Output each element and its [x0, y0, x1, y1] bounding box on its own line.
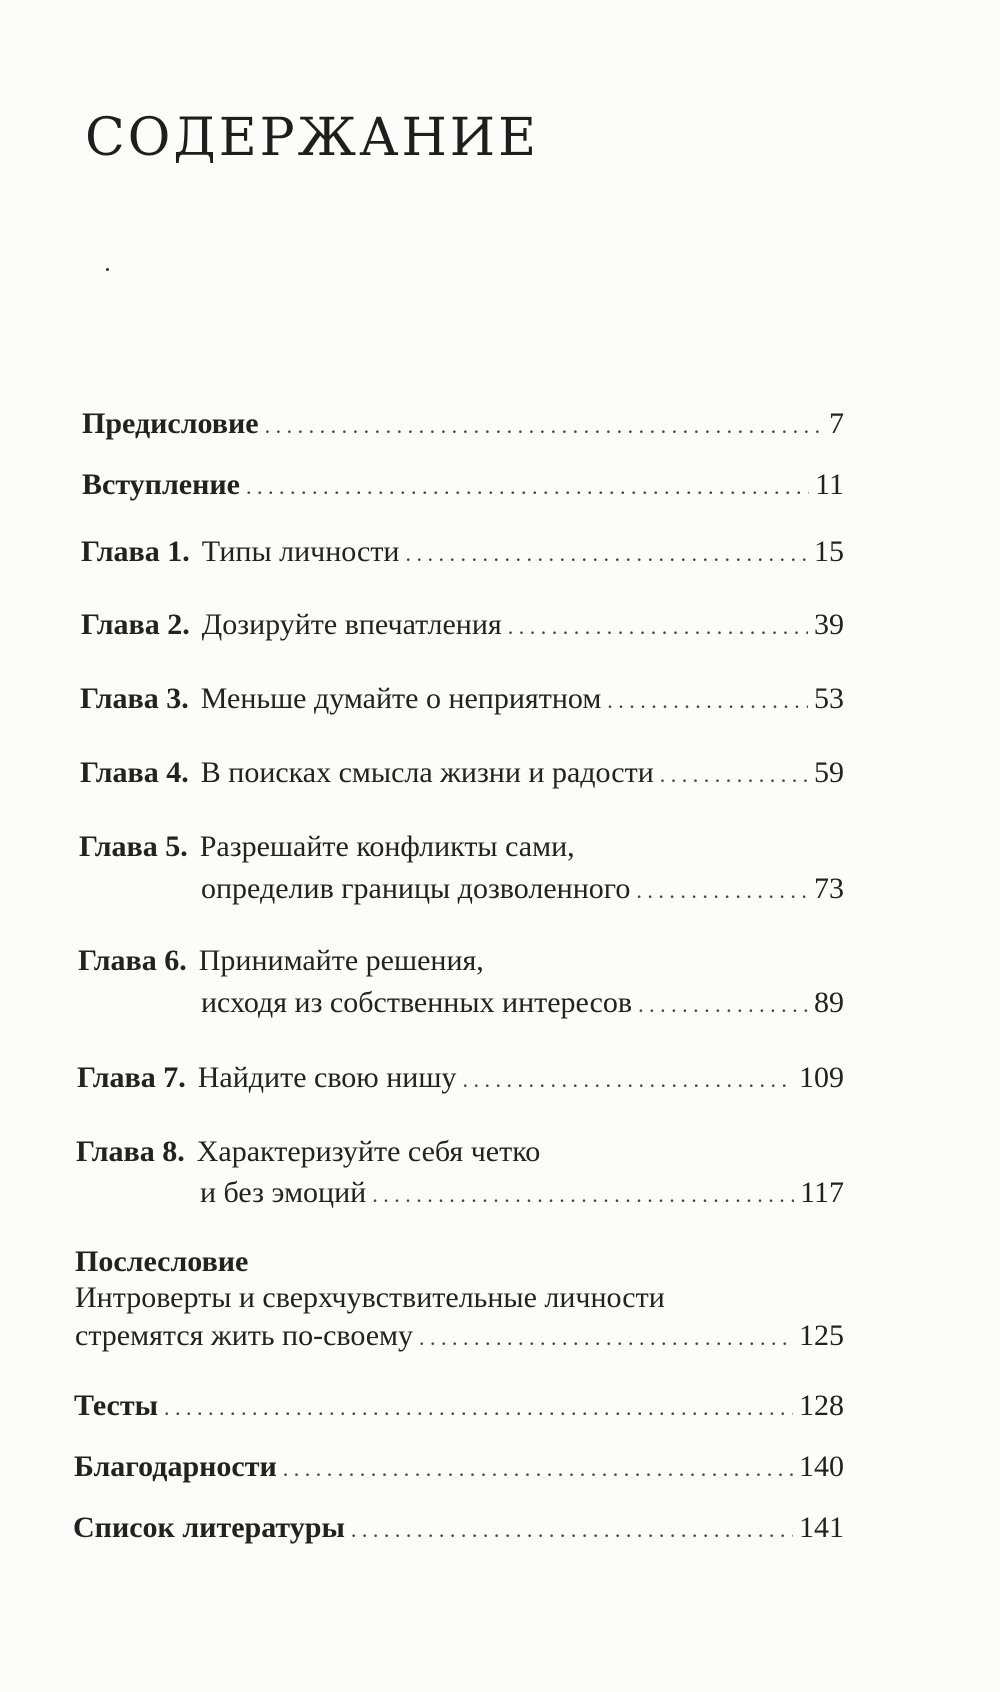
chapter-label: Глава 5. [79, 830, 188, 863]
chapter-label: Глава 6. [78, 944, 187, 977]
toc-entry-chapter-7[interactable] [77, 1061, 844, 1095]
toc-entry-text: Тесты [74, 1389, 159, 1422]
toc-page-number: 140 [799, 1450, 844, 1483]
toc-entry-chapter-6-line-2[interactable] [201, 986, 844, 1020]
toc-page-number: 7 [829, 407, 844, 440]
toc-entry-preface[interactable] [82, 407, 844, 441]
toc-entry-chapter-6-line-1[interactable] [78, 944, 844, 978]
toc-entry-intro[interactable] [82, 468, 844, 502]
toc-entry-text: Найдите свою нишу [197, 1061, 457, 1094]
toc-entry-text: Характеризуйте себя четко [196, 1135, 541, 1168]
toc-entry-text: и без эмоций [200, 1176, 367, 1209]
toc-entry-chapter-2[interactable] [81, 608, 844, 642]
toc-entry-tests[interactable] [74, 1389, 844, 1423]
toc-page-number: 39 [814, 608, 844, 641]
toc-page-number: 109 [799, 1061, 844, 1094]
toc-entry-chapter-8-line-1[interactable] [76, 1135, 844, 1169]
leader-dots [462, 1061, 793, 1095]
toc-page-number: 128 [799, 1389, 844, 1422]
toc-page-number: 89 [814, 986, 844, 1019]
toc-entry-text: Типы личности [201, 535, 400, 568]
toc-entry-text: Список литературы [73, 1511, 345, 1544]
leader-dots [638, 986, 808, 1020]
leader-dots [607, 682, 808, 716]
page-title: СОДЕРЖАНИЕ [85, 108, 540, 168]
toc-entry-afterword-heading[interactable]: Послесловие [75, 1245, 249, 1278]
leader-dots [406, 535, 809, 569]
toc-page-number: 141 [799, 1511, 844, 1544]
chapter-label: Глава 2. [81, 608, 190, 641]
leader-dots [246, 468, 809, 502]
toc-entry-text: определив границы дозволенного [201, 872, 631, 905]
leader-dots [660, 756, 808, 790]
toc-entry-text: стремятся жить по-своему [75, 1319, 414, 1352]
toc-page-number: 59 [814, 756, 844, 789]
toc-entry-afterword-line-1[interactable]: Интроверты и сверхчувствительные личности [75, 1281, 665, 1314]
toc-entry-text: Дозируйте впечатления [201, 608, 502, 641]
toc-page-number: 15 [814, 535, 844, 568]
leader-dots [164, 1389, 793, 1423]
toc-entry-chapter-4[interactable] [80, 756, 844, 790]
leader-dots [372, 1176, 794, 1210]
print-speck [106, 268, 109, 271]
chapter-label: Глава 8. [76, 1135, 185, 1168]
toc-entry-text: Меньше думайте о неприятном [200, 682, 602, 715]
toc-entry-text: Предисловие [82, 407, 259, 440]
toc-entry-text: В поисках смысла жизни и радости [200, 756, 654, 789]
leader-dots [351, 1511, 793, 1545]
toc-page-number: 117 [800, 1176, 844, 1209]
toc-page-number: 73 [814, 872, 844, 905]
toc-entry-text: Вступление [82, 468, 240, 501]
toc-entry-afterword-line-2[interactable] [75, 1319, 844, 1353]
toc-entry-chapter-3[interactable] [80, 682, 844, 716]
toc-entry-text: Разрешайте конфликты сами, [199, 830, 575, 863]
toc-page-number: 125 [799, 1319, 844, 1352]
toc-entry-chapter-5-line-2[interactable] [201, 872, 844, 906]
chapter-label: Глава 1. [81, 535, 190, 568]
toc-entry-text: исходя из собственных интересов [201, 986, 633, 1019]
leader-dots [419, 1319, 793, 1353]
toc-entry-chapter-8-line-2[interactable] [200, 1176, 844, 1210]
toc-page-number: 53 [814, 682, 844, 715]
toc-entry-chapter-1[interactable] [81, 535, 844, 569]
chapter-label: Глава 7. [77, 1061, 186, 1094]
toc-entry-acknowledgements[interactable] [74, 1450, 844, 1484]
chapter-label: Глава 4. [80, 756, 189, 789]
toc-entry-chapter-5-line-1[interactable] [79, 830, 844, 864]
leader-dots [508, 608, 808, 642]
leader-dots [265, 407, 823, 441]
toc-entry-bibliography[interactable] [73, 1511, 844, 1545]
leader-dots [283, 1450, 793, 1484]
toc-entry-text: Принимайте решения, [198, 944, 484, 977]
toc-entry-text: Благодарности [74, 1450, 277, 1483]
toc-page-number: 11 [815, 468, 844, 501]
leader-dots [636, 872, 808, 906]
chapter-label: Глава 3. [80, 682, 189, 715]
